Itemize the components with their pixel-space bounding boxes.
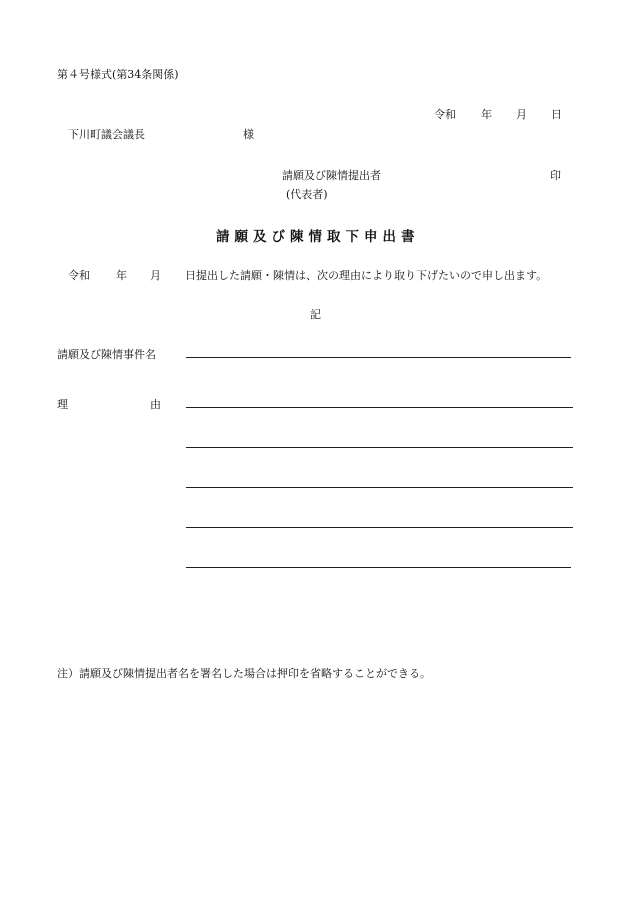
reason-label-ri: 理 (57, 398, 68, 411)
body-year: 年 (116, 269, 127, 282)
reason-line-2[interactable] (186, 447, 573, 448)
body-text: 日提出した請願・陳情は、次の理由により取り下げたいので申し出ます。 (185, 269, 548, 282)
form-number: 第４号様式(第34条関係) (57, 68, 179, 81)
reason-line-4[interactable] (186, 527, 573, 528)
date-era: 令和 (434, 108, 456, 121)
recipient-name: 下川町議会議長 (68, 128, 145, 141)
footnote: 注）請願及び陳情提出者名を署名した場合は押印を省略することができる。 (57, 667, 431, 680)
body-era: 令和 (68, 269, 90, 282)
date-year: 年 (481, 108, 492, 121)
ki-mark: 記 (310, 308, 321, 321)
submitter-label: 請願及び陳情提出者 (282, 169, 381, 182)
reason-label-yu: 由 (150, 398, 161, 411)
representative-label: (代表者) (286, 188, 328, 201)
reason-line-3[interactable] (186, 487, 573, 488)
case-name-line[interactable] (186, 357, 571, 358)
recipient-honorific: 様 (243, 128, 254, 141)
document-title: 請願及び陳情取下申出書 (216, 229, 420, 245)
case-name-label: 請願及び陳情事件名 (57, 348, 156, 361)
date-month: 月 (516, 108, 527, 121)
reason-line-5[interactable] (186, 567, 571, 568)
reason-line-1[interactable] (186, 407, 573, 408)
body-month: 月 (150, 269, 161, 282)
date-day: 日 (551, 108, 562, 121)
seal-mark: 印 (550, 169, 561, 182)
